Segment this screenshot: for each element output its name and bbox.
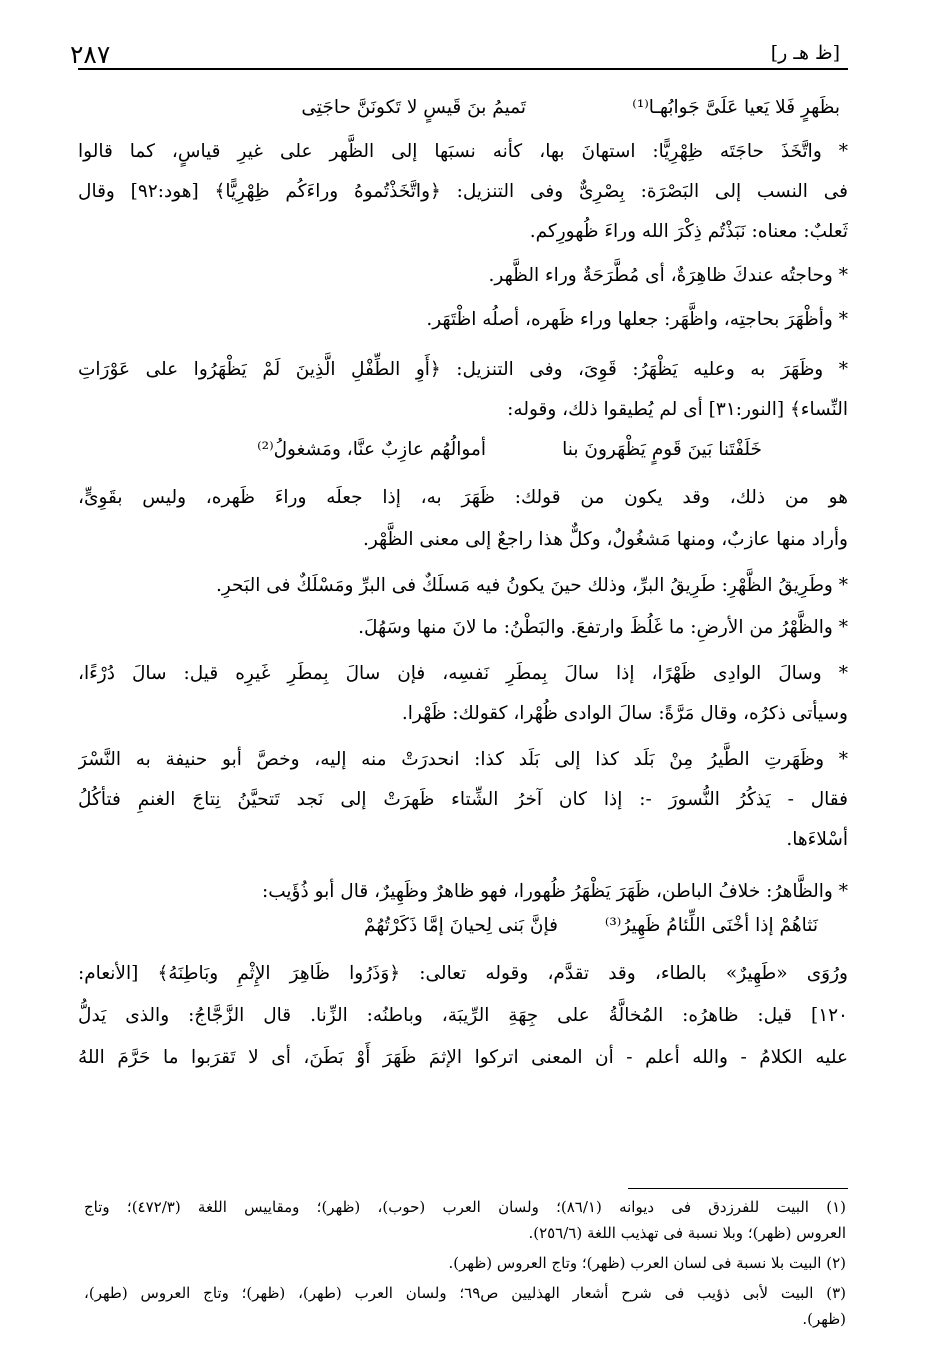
root-letters-heading: [ظ هـ ر] (770, 42, 840, 64)
text-line: وأراد منها عازبٌ، ومنها مَشغُولٌ، وكلٌّ هذا راجعٌ إلى معنى الظَّهْر. (362, 529, 848, 550)
footnote-line: (٣) البيت لأبى ذؤيب فى شرح أشعار الهذليين ص٦٩؛ ولسان العرب (طهر)، (ظهر)؛ وتاج العروس (طهر)، (84, 1284, 846, 1302)
footnote-line: (١) البيت للفرزدق فى ديوانه (٨٦/١)؛ ولسان العرب (حوب)، (ظهر)؛ ومقاييس اللغة (٤٧٢/٣)؛ وتاج (84, 1198, 846, 1216)
text-line: ثَعلبٌ: معناه: نَبَذْتُم ذِكْرَ الله وراءَ ظُهورِكم. (529, 221, 848, 242)
text-line: * وظَهَرتِ الطَّيرُ مِنْ بَلَد كذا إلى بَلَد كذا: انحدرَتْ منه إليه، وخصَّ أبو حنيفة به النَّسْرَ (78, 749, 848, 770)
text-line: * وطَرِيقُ الظَّهْرِ: طَرِيقُ البرِّ، وذلك حينَ يكونُ فيه مَسلَكٌ فى البرِّ ومَسْلَكٌ فى البَحرِ. (215, 575, 848, 596)
header-rule (78, 68, 848, 70)
text-line: فقال - يَذكُرُ النُّسورَ -: إذا كان آخرُ الشِّتاء ظَهرَتْ إلى نَجد تَتحيَّنُ نِتاجَ الغنمِ فتأكُلُ (78, 789, 848, 810)
footnote-line: (٢) البيت بلا نسبة فى لسان العرب (ظهر)؛ وتاج العروس (ظهر). (448, 1254, 846, 1272)
text-line: وسيأتى ذكرُه، وقال مَرَّةً: سالَ الوادى ظُهْرا، كقولك: ظَهْرا. (401, 703, 848, 724)
footnote-rule (628, 1188, 848, 1189)
text-line: ورُوَى «طَهِيرٌ» بالطاء، وقد تقدَّم، وقوله تعالى: ﴿وَذَرُوا ظَاهِرَ الإِثْمِ وبَاطِنَهُ﴾ [الأنعام: (78, 963, 848, 984)
footnote-line: (ظهر). (802, 1310, 846, 1328)
text-line: * وحاجتُه عندكَ ظاهِرَةٌ، أى مُطَّرَحَةٌ وراء الظَّهر. (488, 265, 848, 286)
verse-3-first-hemistich: فإنَّ بَنى لِحيانَ إمَّا ذَكَرْتُهُمْ (363, 915, 558, 936)
text-line: * والظَّهْرُ من الأرضِ: ما غَلُظَ وارتفعَ. والبَطْنُ: ما لانَ منها وسَهُلَ. (358, 617, 848, 638)
text-line: عليه الكلامُ - والله أعلم - أن المعنى اتركوا الإثمَ ظَهَرَ أَوْ بَطَنَ، أى لا تَقرَبوا ما حَرَّمَ اللهُ (78, 1047, 848, 1068)
text-line: ١٢٠] قيل: ظاهرُه: المُخالَّةُ على جِهَةِ الرِّيبَة، وباطنُه: الزِّنا. قال الزَّجَّاجُ: والذى يَدلُّ (78, 1005, 848, 1026)
verse-2-second-hemistich: أموالُهُم عازِبٌ عنَّا، ومَشغولُ⁽²⁾ (257, 439, 486, 460)
text-line: * وظَهَرَ به وعليه يَظْهَرُ: قَوِىَ، وفى التنزيل: ﴿أَوِ الطِّفْلِ الَّذِينَ لَمْ يَظْهَرُوا على عَوْرَاتِ (78, 359, 848, 380)
text-line: هو من ذلك، وقد يكون من قولك: ظَهَرَ به، إذا جعلَه وراءَ ظَهره، وليس بقَوِىٍّ، (78, 487, 848, 508)
text-line: * وأظْهَرَ بحاجتِه، واظَّهَر: جعلها وراء ظَهره، أصلُه اظْتَهَر. (426, 309, 848, 330)
page-number: ٢٨٧ (70, 40, 111, 69)
text-line: * والظَّاهرُ: خلافُ الباطن، ظَهَرَ يَظْهَرُ ظُهورا، فهو ظاهرٌ وظَهِيرٌ، قال أبو ذُؤَيب: (261, 881, 848, 902)
verse-1-second-hemistich: بظَهرٍ فَلا يَعيا عَلَىَّ جَوابُهـا⁽¹⁾ (632, 97, 840, 118)
text-line: * واتَّخَذَ حاجَتَه ظِهْرِيًّا: استهانَ بها، كأنه نسبَها إلى الظَّهر على غيرِ قياسٍ، كما قالوا (78, 141, 848, 162)
verse-1-first-hemistich: تَميمُ بنَ قَيسٍ لا تَكونَنَّ حاجَتِى (301, 97, 526, 118)
text-line: أسْلاءَها. (786, 829, 848, 850)
text-line: * وسالَ الوادِى ظَهْرًا، إذا سالَ بِمطَرِ نَفسِه، فإن سالَ بِمطَرِ غَيرِه قيل: سالَ دُرْءًا، (78, 663, 848, 684)
verse-2-first-hemistich: خَلَفْتَنا بَينَ قَومٍ يَظْهَرونَ بنا (562, 439, 762, 460)
text-line: النِّساء﴾ [النور:٣١] أى لم يُطيقوا ذلك، وقوله: (507, 399, 848, 420)
text-line: فى النسب إلى البَصْرَة: بِصْرِىٌّ وفى التنزيل: ﴿واتَّخَذْتُموهُ وراءَكُم ظِهْرِيًّا﴾ [هود:٩٢] وقال (78, 181, 848, 202)
verse-3-second-hemistich: نَثاهُمْ إذا أخْنَى اللِّئامُ ظَهِيرُ⁽³⁾ (604, 915, 818, 936)
footnote-line: العروس (ظهر)؛ وبلا نسبة فى تهذيب اللغة (٢٥٦/٦). (528, 1224, 846, 1242)
